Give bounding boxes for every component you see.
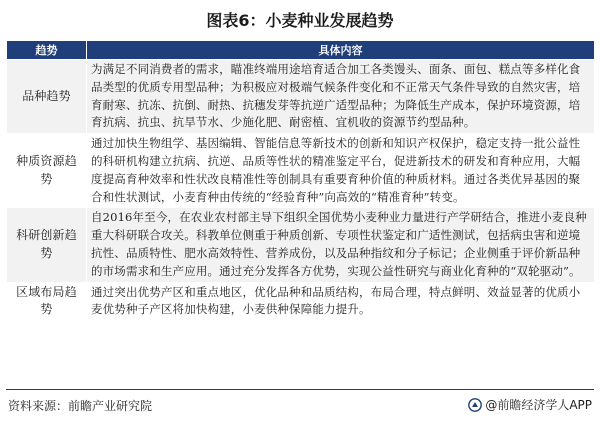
row-category: 品种趋势 (7, 60, 87, 134)
column-header-trend: 趋势 (7, 41, 87, 60)
table-row (7, 134, 595, 208)
chart-title: 图表6：小麦种业发展趋势 (206, 11, 394, 30)
brand-label: @前瞻经济学人APP (485, 398, 592, 412)
row-category: 种质资源趋势 (7, 134, 87, 208)
row-content: 自2016年至今，在农业农村部主导下组织全国优势小麦种业力量进行产学研结合，推进小麦良种重大科研联合攻关。科教单位侧重于种质创新、专项性状鉴定和广适性测试，包括病虫害和逆境抗性、品质特性、肥水高效特性、营养成份，以及品种指纹和分子标记；企业侧重于评价新品种的市场需求和生产应用。通过充分发挥各方优势，实现公益性研究与商业化育种的“双轮驱动”。 (87, 208, 595, 282)
brand-credit (468, 396, 592, 413)
table-header-row (7, 41, 595, 60)
table-row (7, 60, 595, 134)
source-note: 资料来源：前瞻产业研究院 (8, 399, 153, 413)
table-row (7, 282, 595, 321)
row-content: 通过突出优势产区和重点地区，优化品种和品质结构，布局合理，特点鲜明、效益显著的优质小麦优势种子产区将加快构建，小麦供种保障能力提升。 (87, 282, 595, 321)
footer-divider (6, 389, 594, 390)
trend-table (6, 40, 595, 321)
row-content: 通过加快生物组学、基因编辑、智能信息等新技术的创新和知识产权保护，稳定支持一批公益性的科研机构建立抗病、抗逆、品质等性状的精准鉴定平台，促进新技术的研发和育种应用，大幅度提高育种效率和性状改良精准性等创制具有重要育种价值的种质材料。通过各类优异基因的聚合和性状测试，小麦育种由传统的“经验育种”向高效的“精准育种”转变。 (87, 134, 595, 208)
row-category: 区域布局趋势 (7, 282, 87, 321)
row-content: 为满足不同消费者的需求，瞄准终端用途培育适合加工各类馒头、面条、面包、糕点等多样化食品类型的优质专用型品种；为积极应对极端气候条件变化和不正常天气条件导致的自然灾害，培育耐寒、抗冻、抗倒、耐热、抗穗发芽等抗逆广适型品种；为降低生产成本，保护环境资源，培育抗病、抗虫、抗旱节水、少施化肥、耐密植、宜机收的资源节约型品种。 (87, 60, 595, 134)
brand-logo-icon (468, 398, 482, 412)
table-row (7, 208, 595, 282)
column-header-content: 具体内容 (87, 41, 595, 60)
row-category: 科研创新趋势 (7, 208, 87, 282)
